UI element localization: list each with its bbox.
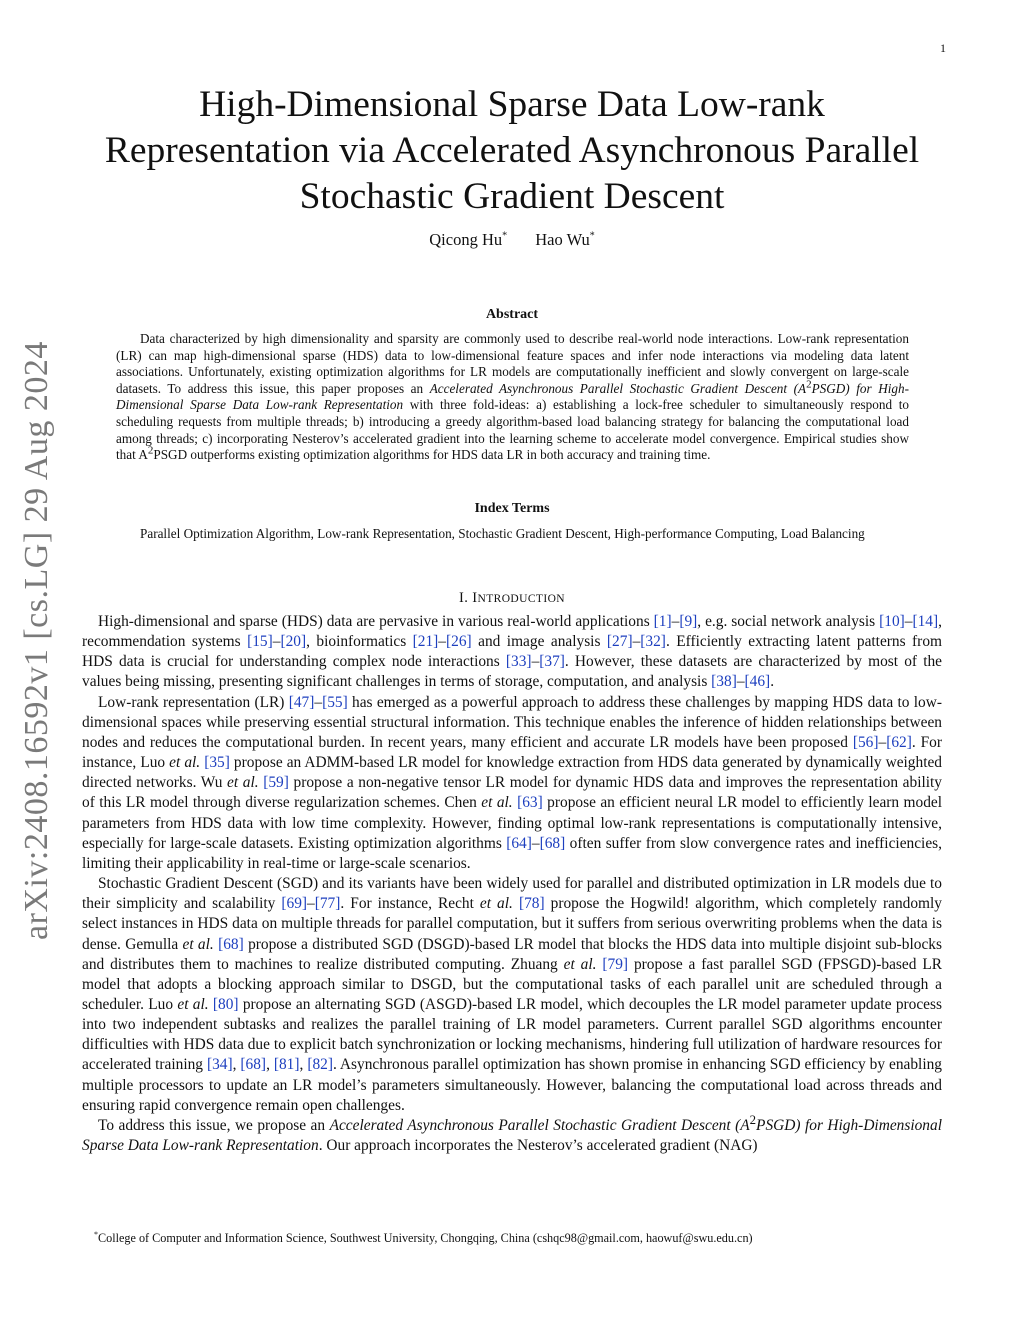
body-text: has emerged as a powerful approach to address these challenges by mapping HDS data to low-dimensional spaces while preserving essential structural information. This technique enables the inference of hidden relationships between nodes and reduces the computational burden. In recent years, many efficient and accurate LR models have been proposed (82, 693, 942, 751)
abstract-body (116, 331, 909, 464)
citation-link[interactable]: [77] (314, 895, 341, 913)
emphasis-text: Accelerated Asynchronous Parallel Stochastic Gradient Descent (A (329, 1116, 750, 1134)
body-text: – (632, 633, 641, 651)
citation-link[interactable]: [37] (539, 653, 565, 671)
body-paragraph (82, 874, 942, 1116)
citation-link[interactable]: [21] (412, 633, 439, 651)
citation-link[interactable]: [79] (602, 955, 629, 973)
citation-link[interactable]: [35] (204, 754, 230, 772)
body-text: – (736, 673, 745, 691)
section-title-cap: I (472, 590, 478, 606)
emphasis-text: et al. (177, 995, 209, 1013)
superscript: 2 (749, 1112, 757, 1127)
section-numeral: I. (459, 590, 473, 606)
citation-link[interactable]: [63] (517, 794, 543, 812)
body-text: Low-rank representation (LR) (98, 693, 289, 711)
index-terms-body: Parallel Optimization Algorithm, Low-rank Representation, Stochastic Gradient Descent, High-performance Computing, Load Balancing (140, 526, 865, 541)
citation-link[interactable]: [46] (744, 673, 771, 691)
author-list (100, 230, 924, 250)
citation-link[interactable]: [64] (506, 834, 532, 852)
page-number: 1 (940, 41, 946, 55)
abstract-emphasis-1: Accelerated Asynchronous Parallel Stochastic Gradient Descent (A (429, 380, 807, 396)
abstract-emphasis-2: PSGD) for High-Dimensional Sparse Data Low-rank Representation (116, 380, 909, 413)
author-name: Qicong Hu (429, 230, 503, 249)
body-text: Stochastic Gradient Descent (SGD) and its variants have been widely used for parallel and distributed optimization in LR models due to their simplicity and scalability (82, 875, 942, 913)
citation-link[interactable]: [34] (206, 1056, 233, 1074)
citation-link[interactable]: [20] (280, 633, 307, 651)
citation-link[interactable]: [59] (263, 774, 289, 792)
citation-link[interactable]: [69] (281, 895, 308, 913)
body-text: . For instance, Recht (340, 895, 480, 913)
affiliation-footnote (94, 1230, 944, 1246)
body-paragraph (82, 612, 942, 693)
body-text: and image analysis (471, 633, 607, 651)
emphasis-text: et al. (479, 895, 513, 913)
body-text: propose an ADMM-based LR model for knowledge extraction from HDS data generated by dynamically weighted directed networks. Wu (82, 754, 942, 792)
body-text: propose a fast parallel SGD (FPSGD)-based LR model that adopts a blocking approach similar to DSGD, but the computational tasks of each parallel unit are scheduled through a scheduler. Luo (82, 955, 943, 1013)
citation-link[interactable]: [62] (886, 733, 912, 751)
emphasis-text: PSGD) for High-Dimensional Sparse Data Low-rank Representation (82, 1116, 942, 1155)
citation-link[interactable]: [56] (852, 733, 879, 751)
body-text: , (232, 1056, 241, 1074)
citation-link[interactable]: [68] (240, 1056, 267, 1074)
body-text: . Our approach incorporates the Nesterov’s accelerated gradient (NAG) (318, 1137, 758, 1155)
abstract-text-2: with three fold-ideas: a) establishing a lock-free scheduler to simultaneously respond to scheduling requests from multiple threads; b) introducing a greedy algorithm-based load balancing strategy for balancing the computational load among threads; c) incorporating Nesterov’s accelerated gradient into the learning scheme to accelerate model convergence. Empirical studies show that A (116, 397, 910, 463)
abstract-text-1: Data characterized by high dimensionality and sparsity are commonly used to describe real-world node interactions. Low-rank representation (LR) can map high-dimensional sparse (HDS) data to low-dimensional feature spaces and infer node interactions via modeling data latent associations. Unfortunately, existing optimization algorithms for LR models are computationally inefficient and slowly convergent on large-scale datasets. To address this issue, this paper proposes an (116, 331, 909, 396)
introduction-heading (82, 590, 942, 607)
emphasis-text: et al. (182, 935, 214, 953)
citation-link[interactable]: [82] (307, 1056, 333, 1074)
body-text: propose the Hogwild! algorithm, which completely randomly select instances in HDS data on multiple threads for parallel computation, but it suffers from serious overwriting problems when the data is dense. Gemulla (82, 895, 943, 953)
emphasis-text: et al. (563, 955, 597, 973)
citation-link[interactable]: [15] (247, 633, 273, 651)
body-text: High-dimensional and sparse (HDS) data are pervasive in various real-world applications (98, 613, 654, 630)
body-text: , recommendation systems (82, 613, 942, 651)
author-name: Hao Wu (535, 230, 590, 249)
citation-link[interactable]: [81] (273, 1056, 300, 1074)
body-text: , (299, 1056, 308, 1074)
emphasis-text: et al. (481, 794, 513, 812)
body-text: – (531, 834, 540, 852)
paper-title: High-Dimensional Sparse Data Low-rank Representation via Accelerated Asynchronous Parallel Stochastic Gradient Descent (104, 84, 920, 217)
body-text: . Asynchronous parallel optimization has shown promise in enhancing SGD efficiency by enabling multiple processors to update an LR model’s parameters simultaneously. However, balancing the computational load across threads and ensuring rapid convergence remain open challenges. (82, 1056, 943, 1114)
body-paragraph (82, 1112, 942, 1156)
body-text: – (671, 613, 680, 630)
affiliation-mark: * (589, 230, 595, 242)
body-text: . However, these datasets are characterized by most of the values being missing, presenting significant challenges in terms of storage, computation, and analysis (82, 653, 942, 691)
body-text: – (904, 613, 913, 630)
body-text: propose an efficient neural LR model to efficiently learn model parameters from HDS data with low time complexity. However, finding optimal low-rank representations is computationally intensive, especially for large-scale datasets. Existing optimization algorithms (82, 794, 943, 852)
emphasis-text: et al. (227, 774, 259, 792)
body-text: propose an alternating SGD (ASGD)-based LR model, which decouples the LR model parameter update process into two independent subtasks and realizes the parallel training of LR model parameters. Current parallel SGD algorithms encounter difficulties with HDS data due to explicit batch synchronization or locking mechanisms, hindering full utilization of hardware resources for accelerated training (82, 995, 942, 1074)
body-paragraph (82, 693, 942, 874)
citation-link[interactable]: [32] (640, 633, 666, 651)
body-text: . (770, 673, 775, 691)
body-text: – (307, 895, 315, 913)
author-2 (535, 230, 594, 249)
superscript: 2 (806, 378, 812, 391)
section-title-rest: NTRODUCTION (477, 593, 565, 605)
citation-link[interactable]: [80] (212, 995, 239, 1013)
body-text: , e.g. social network analysis (697, 613, 880, 630)
body-text: often suffer from slow convergence rates and inefficiencies, limiting their applicability in real-time or large-scale scenarios. (82, 834, 942, 872)
body-text: propose a distributed SGD (DSGD)-based LR model that blocks the HDS data into multiple disjoint sub-blocks and distributes them to machines to realize distributed computing. Zhuang (82, 935, 942, 973)
body-text: To address this issue, we propose an (98, 1116, 330, 1134)
citation-link[interactable]: [9] (679, 613, 698, 630)
footnote-mark: * (94, 1229, 98, 1239)
body-text: . Efficiently extracting latent patterns from HDS data is crucial for understanding complex node interactions (82, 633, 942, 671)
emphasis-text: et al. (169, 754, 201, 772)
citation-link[interactable]: [78] (518, 895, 545, 913)
body-text: – (438, 633, 446, 651)
index-terms-heading: Index Terms (474, 501, 550, 516)
citation-link[interactable]: [10] (879, 613, 905, 630)
body-text: – (272, 633, 281, 651)
arxiv-identifier-stamp: arXiv:2408.16592v1 [cs.LG] 29 Aug 2024 (18, 341, 55, 940)
citation-link[interactable]: [33] (505, 653, 532, 671)
citation-link[interactable]: [68] (539, 834, 566, 852)
body-text: . For instance, Luo (82, 733, 943, 772)
footnote-text: College of Computer and Information Science, Southwest University, Chongqing, China (cshqc98@gmail.com, haowuf@swu.edu.cn) (98, 1231, 753, 1245)
body-text: – (531, 653, 540, 671)
citation-link[interactable]: [38] (711, 673, 737, 691)
citation-link[interactable]: [55] (322, 693, 348, 711)
citation-link[interactable]: [14] (912, 613, 939, 630)
author-1 (429, 230, 507, 249)
citation-link[interactable]: [47] (288, 693, 315, 711)
body-text: – (878, 733, 887, 751)
affiliation-mark: * (502, 230, 508, 242)
body-text: , (266, 1056, 274, 1074)
citation-link[interactable]: [1] (653, 613, 672, 630)
body-text: propose a non-negative tensor LR model for dynamic HDS data and improves the representation ability of this LR model through diverse regularization schemes. Chen (82, 774, 943, 812)
citation-link[interactable]: [27] (606, 633, 633, 651)
abstract-heading: Abstract (485, 307, 539, 322)
superscript: 2 (147, 444, 154, 457)
body-text: , bioinformatics (306, 633, 413, 651)
body-text: – (314, 693, 323, 711)
citation-link[interactable]: [68] (218, 935, 244, 953)
citation-link[interactable]: [26] (446, 633, 472, 651)
abstract-text-3: PSGD outperforms existing optimization algorithms for HDS data LR in both accuracy and training time. (153, 447, 711, 463)
introduction-body (82, 612, 942, 1156)
